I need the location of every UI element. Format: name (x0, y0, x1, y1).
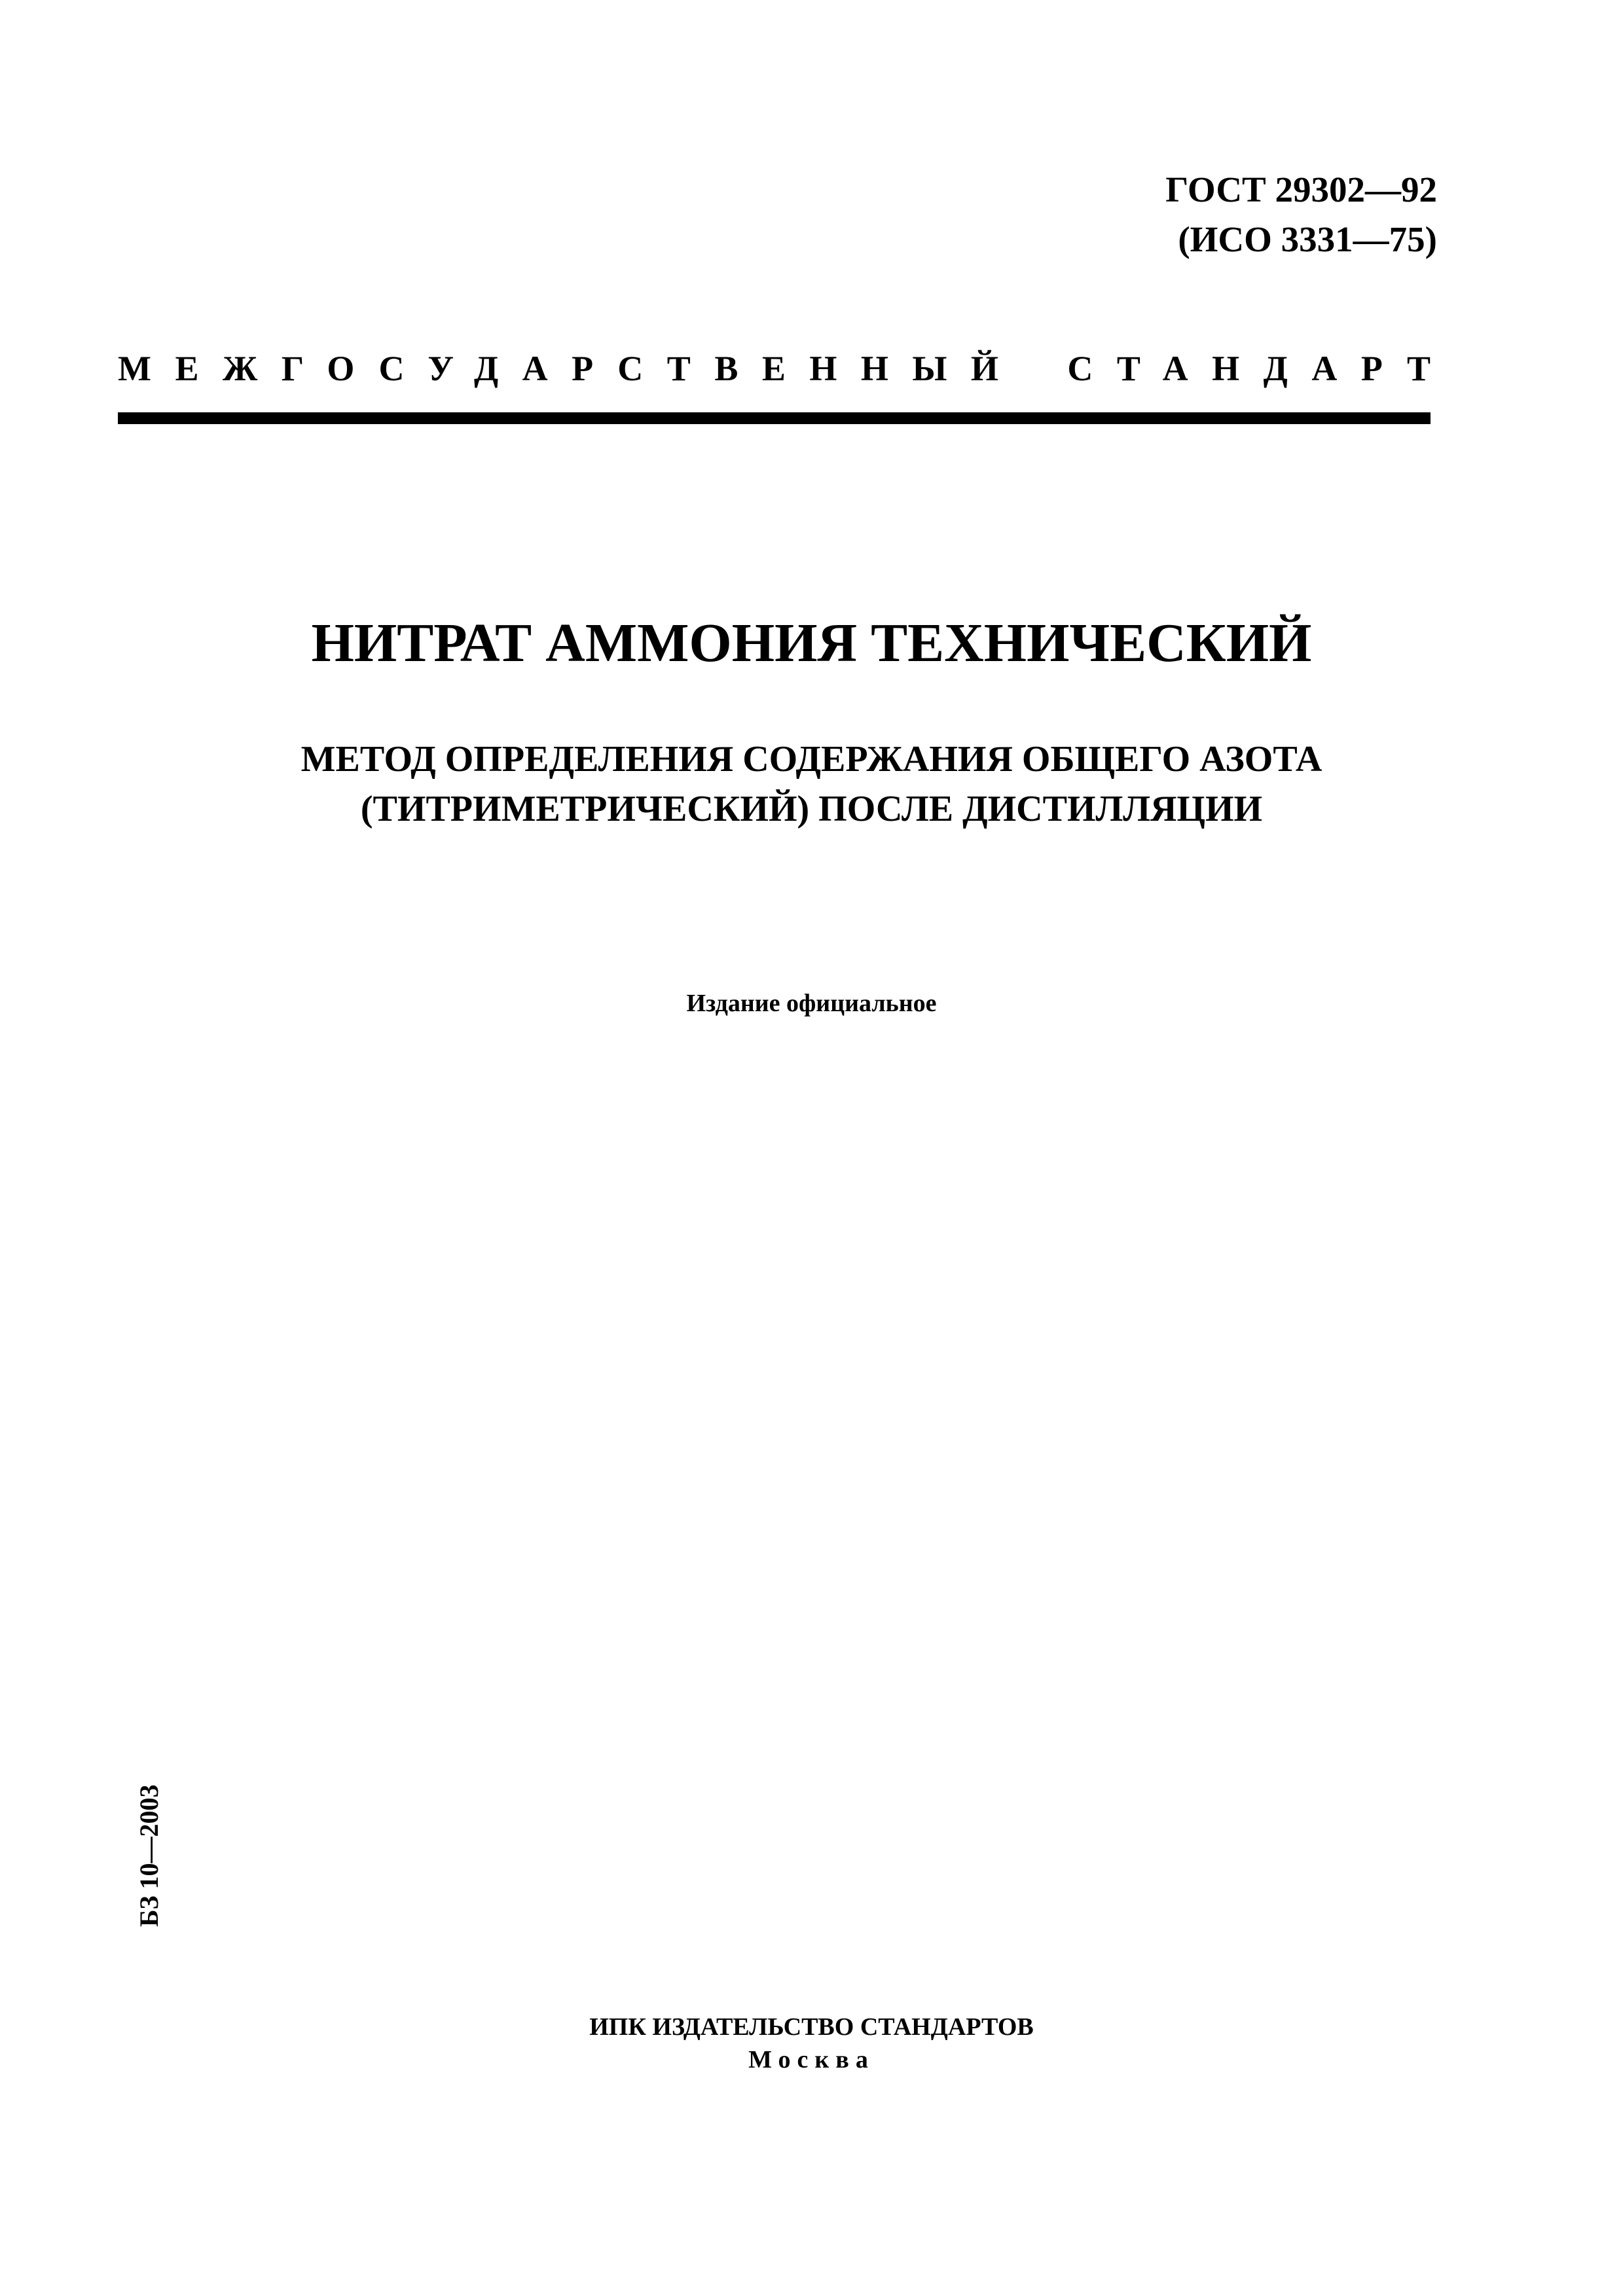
iso-reference: (ИСО 3331—75) (1178, 219, 1437, 259)
subtitle-line-2: (ТИТРИМЕТРИЧЕСКИЙ) ПОСЛЕ ДИСТИЛЛЯЦИИ (360, 789, 1263, 829)
publisher-name: ИПК ИЗДАТЕЛЬСТВО СТАНДАРТОВ (589, 2013, 1034, 2041)
interstate-standard-banner (118, 346, 1455, 391)
edition-note: Издание официальное (686, 990, 937, 1017)
header-rule (118, 412, 1431, 424)
banner-word-standard: СТАНДАРТ (1067, 349, 1455, 388)
standard-number: ГОСТ 29302—92 (1165, 170, 1437, 209)
document-title: НИТРАТ АММОНИЯ ТЕХНИЧЕСКИЙ (311, 613, 1312, 673)
side-registration-code: БЗ 10—2003 (134, 1784, 164, 1927)
document-subtitle (0, 734, 1623, 834)
subtitle-line-1: МЕТОД ОПРЕДЕЛЕНИЯ СОДЕРЖАНИЯ ОБЩЕГО АЗОТА (301, 739, 1322, 780)
banner-word-interstate: МЕЖГОСУДАРСТВЕННЫЙ (118, 349, 1023, 388)
publisher-city: Москва (748, 2046, 875, 2073)
publisher-block (0, 2011, 1623, 2076)
standard-designation (1165, 165, 1437, 264)
